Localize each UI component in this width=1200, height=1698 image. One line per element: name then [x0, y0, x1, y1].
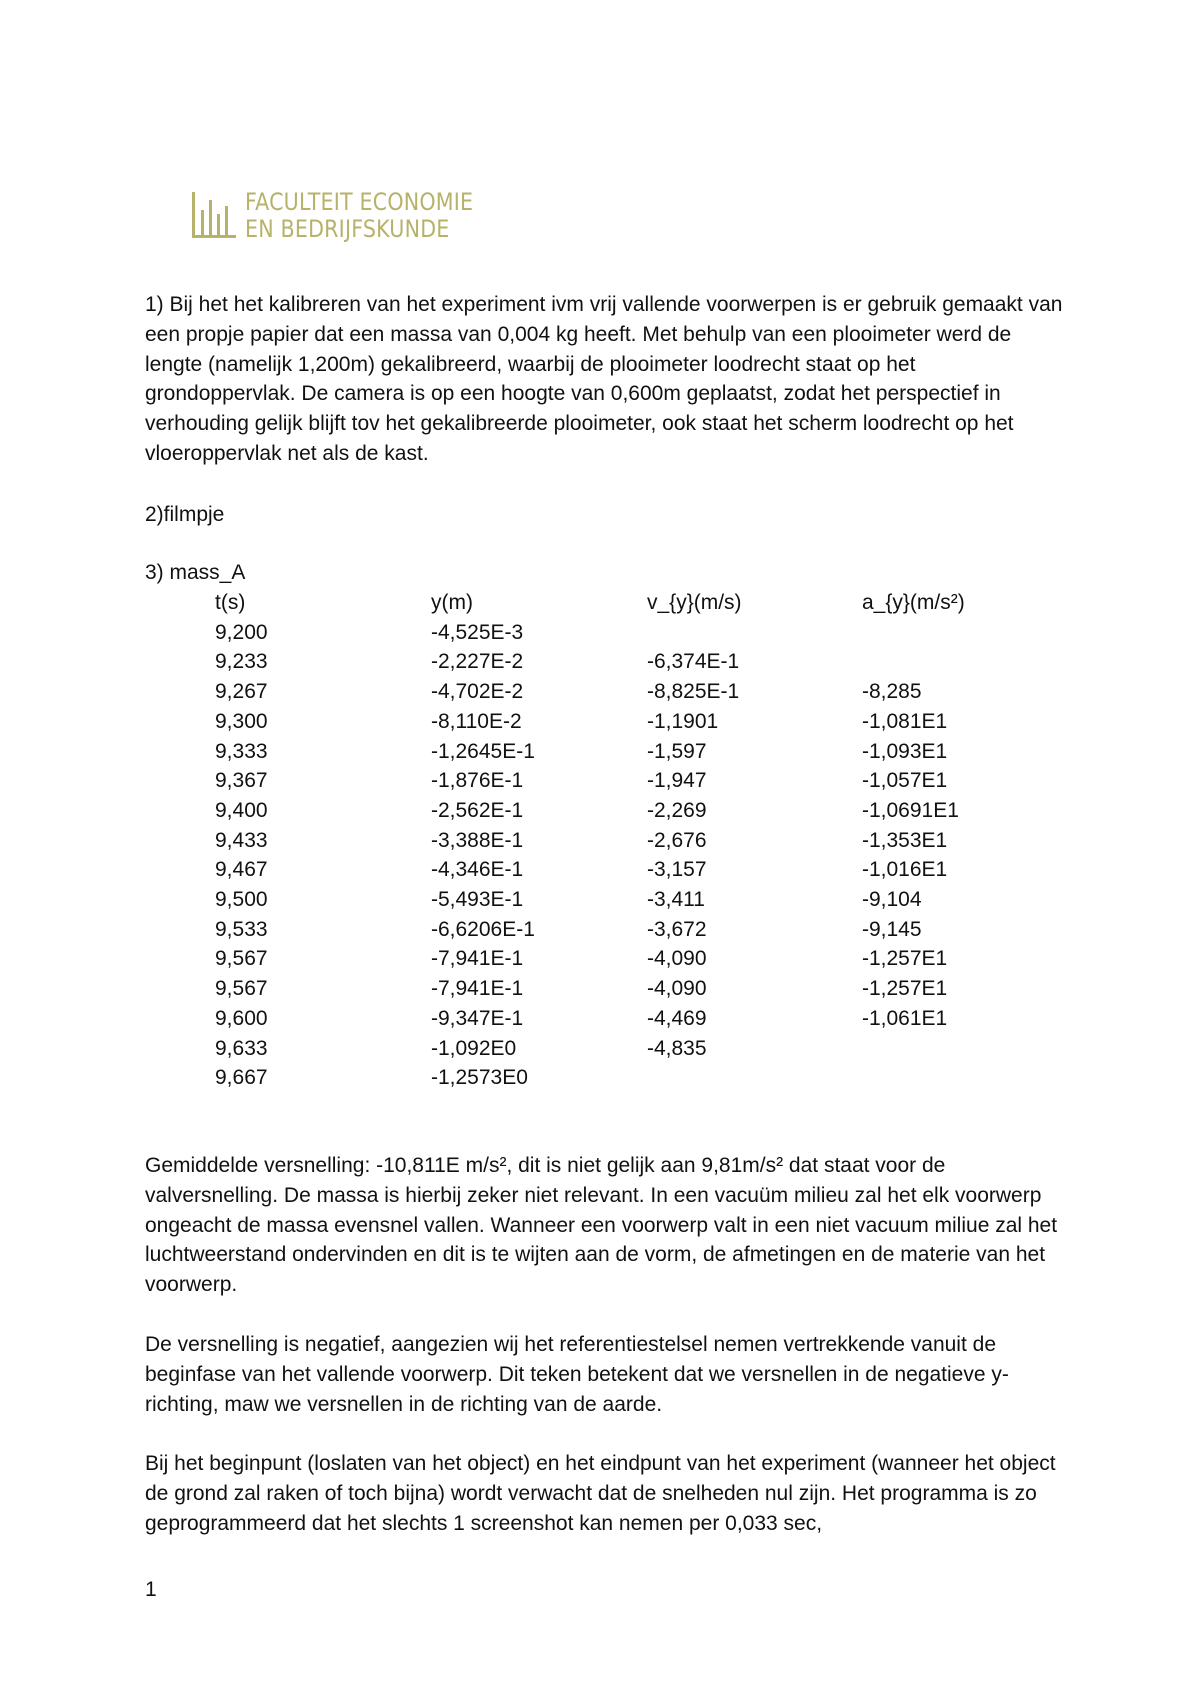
table-body — [215, 618, 1062, 1093]
cell-time: 9,633 — [215, 1036, 268, 1060]
cell-position: -7,941E-1 — [431, 977, 524, 1001]
paragraph-average-acceleration: Gemiddelde versnelling: -10,811E m/s², dit is niet gelijk aan 9,81m/s² dat staat voor de valversnelling. De massa is hierbij zeker niet relevant. In een vacuüm milieu zal het elk voorwerp ongeacht de massa evensnel vallen. Wanneer een voorwerp valt in een niet vacuum miliue zal het luchtweerstand ondervinden en dit is te wijten aan de vorm, de afmetingen en de materie van het voorwerp. — [145, 1154, 1058, 1297]
cell-acceleration: -1,257E1 — [862, 947, 948, 971]
paragraph-calibration: 1) Bij het het kalibreren van het experiment ivm vrij vallende voorwerpen is er gebruik gemaakt van een propje papier dat een massa van 0,004 kg heeft. Met behulp van een plooimeter werd de lengte (namelijk 1,200m) gekalibreerd, waarbij de plooimeter loodrecht staat op het grondoppervlak. De camera is op een hoogte van 0,600m geplaatst, zodat het perspectief in verhouding gelijk blijft tov het gekalibreerde plooimeter, ook staat het scherm loodrecht op het vloeroppervlak net als de kast. — [145, 293, 1063, 465]
paragraph-start-end-points: Bij het beginpunt (loslaten van het object) en het eindpunt van het experiment (wanneer het object de grond zal raken of toch bijna) wordt verwacht dat de snelheden nul zijn. Het programma is zo geprogrammeerd dat het slechts 1 screenshot kan nemen per 0,033 sec, — [145, 1452, 1056, 1535]
table-row — [215, 1004, 1062, 1034]
cell-velocity: -6,374E-1 — [647, 650, 740, 674]
table-row — [215, 974, 1062, 1004]
faculty-logo — [192, 188, 492, 244]
cell-velocity: -1,1901 — [647, 709, 719, 733]
cell-acceleration: -9,104 — [862, 888, 922, 912]
paragraph-negative-acceleration: De versnelling is negatief, aangezien wij het referentiestelsel nemen vertrekkende vanuit de beginfase van het vallende voorwerp. Dit teken betekent dat we versnellen in de negatieve y-richting, maw we versnellen in de richting van de aarde. — [145, 1333, 1009, 1416]
cell-time: 9,400 — [215, 798, 268, 822]
cell-time: 9,667 — [215, 1066, 268, 1090]
cell-time: 9,300 — [215, 709, 268, 733]
cell-position: -2,562E-1 — [431, 798, 524, 822]
cell-acceleration: -1,257E1 — [862, 977, 948, 1001]
cell-time: 9,567 — [215, 947, 268, 971]
cell-velocity: -8,825E-1 — [647, 680, 740, 704]
cell-time: 9,333 — [215, 739, 268, 763]
cell-position: -1,876E-1 — [431, 769, 524, 793]
cell-velocity: -4,835 — [647, 1036, 707, 1060]
bar-chart-logo-icon — [192, 192, 236, 238]
table-row — [215, 647, 1062, 677]
cell-position: -7,941E-1 — [431, 947, 524, 971]
cell-velocity: -4,469 — [647, 1006, 707, 1030]
cell-time: 9,267 — [215, 680, 268, 704]
cell-velocity: -2,676 — [647, 828, 707, 852]
cell-velocity: -3,157 — [647, 858, 707, 882]
cell-time: 9,233 — [215, 650, 268, 674]
cell-acceleration — [862, 647, 1062, 677]
cell-velocity: -1,947 — [647, 769, 707, 793]
table-header-row — [215, 588, 1062, 618]
table-row — [215, 944, 1062, 974]
cell-position: -3,388E-1 — [431, 828, 524, 852]
table-row — [215, 677, 1062, 707]
cell-velocity: -1,597 — [647, 739, 707, 763]
cell-position: -4,702E-2 — [431, 680, 524, 704]
cell-time: 9,533 — [215, 917, 268, 941]
cell-velocity: -2,269 — [647, 798, 707, 822]
table-row — [215, 1063, 1062, 1093]
header-time: t(s) — [215, 591, 246, 614]
table-row — [215, 826, 1062, 856]
cell-position: -6,6206E-1 — [431, 917, 535, 941]
table-row — [215, 885, 1062, 915]
cell-time: 9,467 — [215, 858, 268, 882]
cell-time: 9,600 — [215, 1006, 268, 1030]
cell-velocity: -3,672 — [647, 917, 707, 941]
paragraph-mass-a: 3) mass_A — [145, 561, 246, 584]
cell-position: -4,346E-1 — [431, 858, 524, 882]
cell-acceleration — [862, 1034, 1062, 1064]
table-row — [215, 796, 1062, 826]
cell-position: -1,2645E-1 — [431, 739, 535, 763]
cell-velocity — [647, 1063, 862, 1093]
cell-acceleration: -8,285 — [862, 680, 922, 704]
cell-position: -4,525E-3 — [431, 620, 524, 644]
cell-velocity: -4,090 — [647, 977, 707, 1001]
cell-position: -9,347E-1 — [431, 1006, 524, 1030]
cell-velocity: -3,411 — [647, 888, 705, 912]
cell-acceleration: -1,353E1 — [862, 828, 948, 852]
table-row — [215, 707, 1062, 737]
table-row — [215, 766, 1062, 796]
paragraph-film: 2)filmpje — [145, 503, 225, 526]
cell-velocity: -4,090 — [647, 947, 707, 971]
cell-acceleration: -1,057E1 — [862, 769, 948, 793]
cell-acceleration: -1,0691E1 — [862, 798, 959, 822]
cell-acceleration: -1,093E1 — [862, 739, 948, 763]
table-row — [215, 618, 1062, 648]
cell-time: 9,200 — [215, 620, 268, 644]
cell-time: 9,367 — [215, 769, 268, 793]
measurement-table — [215, 588, 1062, 1093]
table-row — [215, 737, 1062, 767]
cell-acceleration: -9,145 — [862, 917, 922, 941]
header-acceleration: a_{y}(m/s²) — [862, 591, 965, 614]
header-position: y(m) — [431, 591, 473, 614]
cell-time: 9,433 — [215, 828, 268, 852]
table-row — [215, 855, 1062, 885]
cell-acceleration: -1,016E1 — [862, 858, 948, 882]
logo-text-line-1: FACULTEIT ECONOMIE — [245, 188, 474, 216]
cell-acceleration — [862, 618, 1062, 648]
cell-velocity — [647, 618, 862, 648]
cell-acceleration — [862, 1063, 1062, 1093]
logo-text-line-2: EN BEDRIJFSKUNDE — [245, 215, 450, 243]
cell-position: -1,092E0 — [431, 1036, 517, 1060]
cell-position: -1,2573E0 — [431, 1066, 528, 1090]
cell-position: -8,110E-2 — [431, 709, 522, 733]
table-row — [215, 915, 1062, 945]
cell-position: -5,493E-1 — [431, 888, 524, 912]
cell-position: -2,227E-2 — [431, 650, 524, 674]
cell-acceleration: -1,081E1 — [862, 709, 948, 733]
page-number: 1 — [145, 1578, 157, 1601]
table-row — [215, 1034, 1062, 1064]
cell-time: 9,500 — [215, 888, 268, 912]
cell-time: 9,567 — [215, 977, 268, 1001]
header-velocity: v_{y}(m/s) — [647, 591, 742, 614]
cell-acceleration: -1,061E1 — [862, 1006, 948, 1030]
